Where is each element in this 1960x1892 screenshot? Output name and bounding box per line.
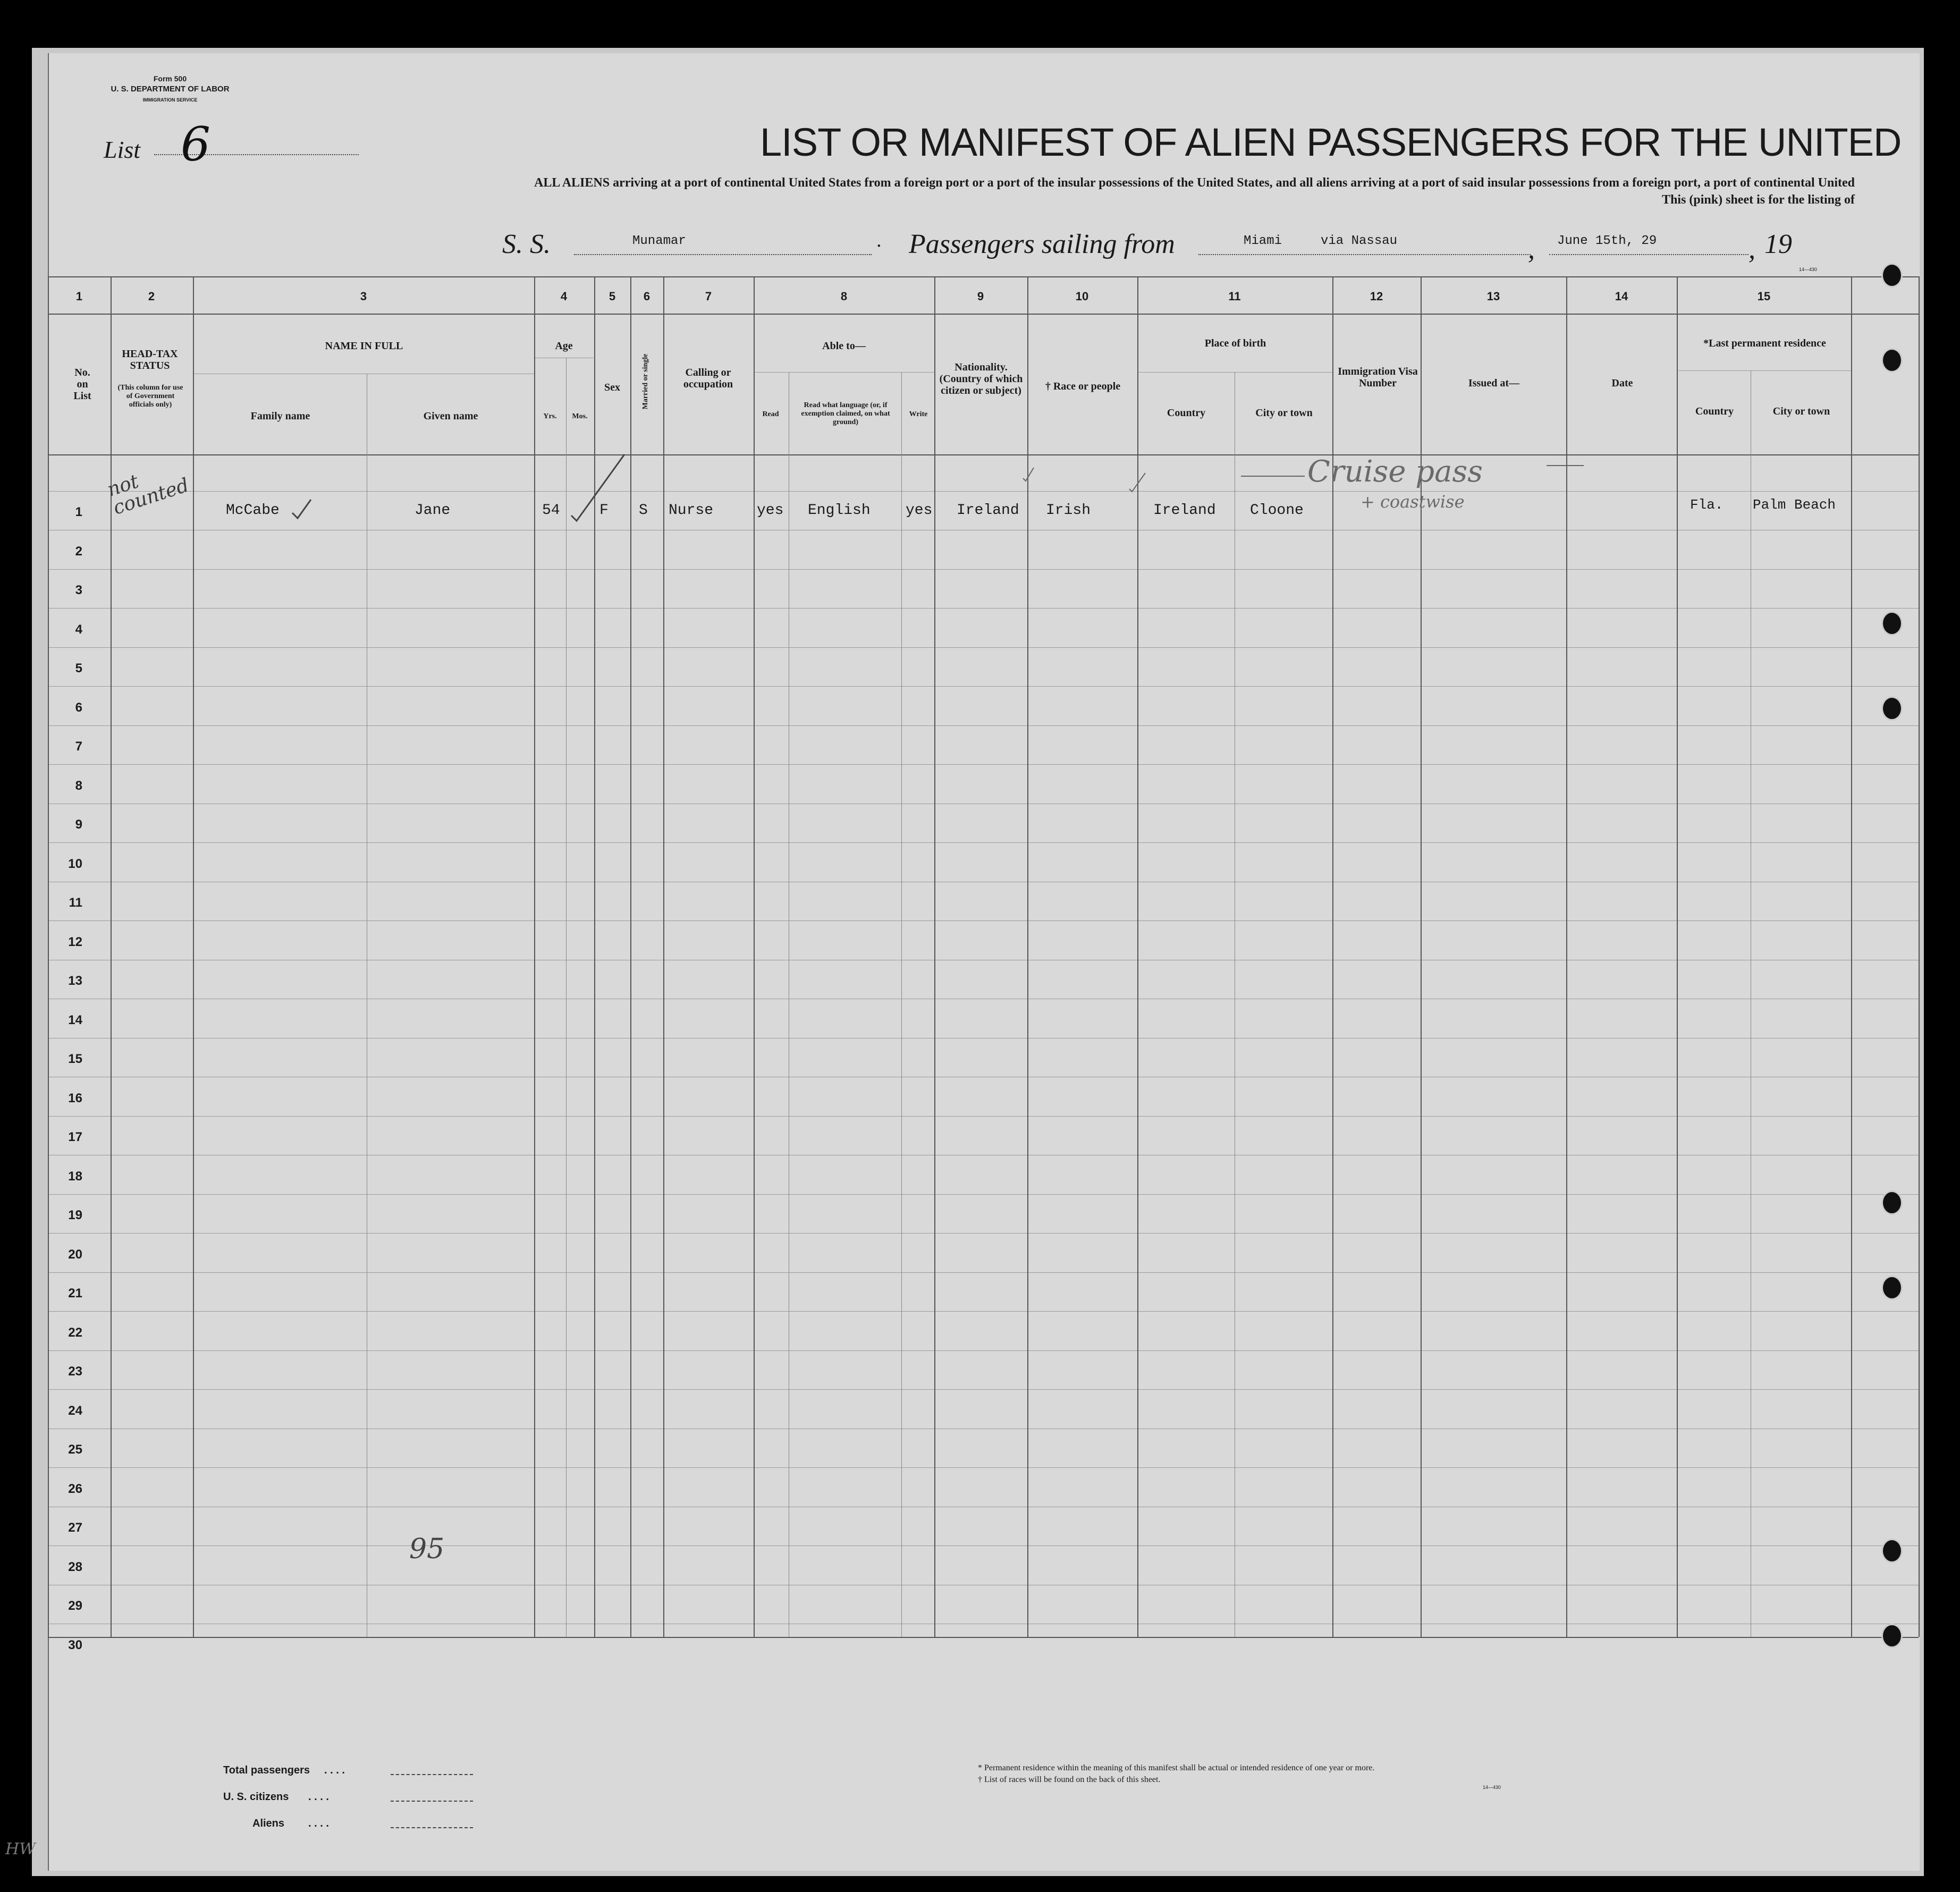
column-number: 14: [1615, 290, 1628, 303]
row-number: 1: [75, 505, 82, 519]
department-name: U. S. DEPARTMENT OF LABOR: [111, 85, 230, 94]
footer-line-3: [391, 1827, 473, 1828]
row1-write: yes: [906, 502, 933, 519]
row1-sex: F: [599, 502, 609, 519]
column-number: 15: [1757, 290, 1771, 303]
head-tax-handwritten: not counted: [104, 470, 192, 519]
row-number: 30: [68, 1637, 82, 1652]
row1-res-city: Palm Beach: [1753, 497, 1836, 513]
header-calling: Calling or occupation: [683, 367, 733, 390]
row-number: 26: [68, 1481, 82, 1496]
row-number: 6: [75, 700, 82, 715]
row-number: 29: [68, 1599, 82, 1613]
row-number: 13: [68, 974, 82, 988]
voyage-date: June 15th, 29: [1557, 234, 1657, 248]
column-number: 7: [705, 290, 712, 303]
row-number: 4: [75, 622, 82, 637]
stray-mark: 95: [409, 1533, 445, 1565]
column-number: 5: [609, 290, 616, 303]
row-number: 20: [68, 1247, 82, 1262]
row-number: 9: [75, 817, 82, 832]
row-number: 10: [68, 856, 82, 871]
header-age: Age: [555, 340, 573, 352]
column-number: 8: [840, 290, 848, 303]
row1-read: yes: [757, 502, 784, 519]
row1-marital: S: [639, 502, 648, 519]
check-mark-family-icon: [292, 500, 311, 518]
check-mark-age-icon: [571, 454, 624, 521]
header-nationality: Nationality. (Country of which citizen or subject): [939, 361, 1023, 396]
year-label: 19: [1764, 229, 1792, 259]
row-number: 17: [68, 1130, 82, 1144]
column-number: 1: [75, 290, 83, 303]
row-number: 28: [68, 1559, 82, 1574]
row1-given-name: Jane: [415, 502, 451, 519]
row-number: 12: [68, 934, 82, 949]
binder-hole-icon: [1881, 1624, 1903, 1648]
corner-mark: HW: [5, 1840, 36, 1859]
row-number: 14: [68, 1012, 82, 1027]
column-number: 12: [1370, 290, 1383, 303]
binder-hole-icon: [1881, 348, 1903, 373]
header-head-tax-note: (This column for use of Government officials only): [117, 384, 183, 409]
via-port: via Nassau: [1321, 234, 1398, 248]
row1-nationality: Ireland: [957, 502, 1019, 519]
check-mark-nationality-icon: [1023, 468, 1034, 481]
row-number: 11: [69, 896, 82, 910]
header-issued-at: Issued at—: [1468, 377, 1520, 389]
subtitle-line2: This (pink) sheet is for the listing of: [1662, 193, 1855, 207]
header-no-on-list: No. on List: [73, 367, 91, 402]
column-number: 4: [560, 290, 568, 303]
service-name: IMMIGRATION SERVICE: [142, 97, 198, 103]
row-number: 16: [68, 1091, 82, 1105]
header-read: Read: [762, 410, 779, 418]
row1-birth-country: Ireland: [1153, 502, 1216, 519]
header-place-of-birth: Place of birth: [1204, 337, 1266, 349]
row-number: 15: [68, 1052, 82, 1066]
row1-family-name: McCabe: [226, 502, 280, 519]
port-comma: ,: [1528, 234, 1535, 265]
footer-line-1: [391, 1774, 473, 1775]
header-head-tax: HEAD-TAX STATUS: [122, 348, 178, 371]
row-number: 24: [68, 1403, 82, 1418]
header-last-residence: *Last permanent residence: [1703, 337, 1826, 349]
row-number: 7: [75, 739, 82, 754]
column-number: 9: [977, 290, 984, 303]
port-name: Miami: [1244, 234, 1282, 248]
header-res-city: City or town: [1772, 406, 1830, 417]
corner-code: 14—430: [1799, 267, 1818, 272]
subtitle-line1: ALL ALIENS arriving at a port of continental United States from a foreign port or a port of the insular possessions of the United States, and all aliens arriving at a port of said insular possessions from a foreign port, a port of continental United: [534, 176, 1855, 190]
form-number: Form 500: [153, 74, 187, 83]
binder-hole-icon: [1881, 1539, 1903, 1563]
header-age-yrs: Yrs.: [543, 412, 557, 420]
header-family-name: Family name: [250, 410, 310, 422]
footer-total-passengers: Total passengers: [223, 1764, 310, 1776]
header-given-name: Given name: [423, 410, 478, 422]
row1-birth-city: Cloone: [1250, 502, 1304, 519]
row-number: 18: [68, 1169, 82, 1184]
footnote-races: † List of races will be found on the back of this sheet.: [978, 1775, 1161, 1784]
header-race: † Race or people: [1045, 381, 1121, 392]
footer-dots-1: . . . .: [324, 1764, 345, 1776]
list-label: List: [104, 136, 141, 163]
header-date: Date: [1611, 377, 1633, 389]
footer-code: 14—430: [1483, 1785, 1501, 1790]
row-number: 27: [68, 1521, 82, 1535]
row-number: 5: [75, 661, 82, 675]
row1-age: 54: [542, 502, 560, 519]
ship-dot: .: [877, 229, 882, 251]
header-res-country: Country: [1695, 406, 1734, 417]
footer-dots-3: . . . .: [308, 1818, 329, 1829]
header-name-in-full: NAME IN FULL: [325, 340, 403, 352]
row-number: 25: [68, 1442, 82, 1457]
header-age-mos: Mos.: [572, 412, 588, 420]
column-number: 10: [1075, 290, 1089, 303]
binder-hole-icon: [1881, 611, 1903, 636]
row-number: 21: [68, 1286, 82, 1300]
column-number: 13: [1486, 290, 1500, 303]
header-able-to: Able to—: [822, 340, 866, 352]
header-birth-city: City or town: [1255, 407, 1313, 419]
sailing-label: Passengers sailing from: [909, 229, 1175, 259]
row-number: 23: [68, 1364, 82, 1379]
list-number: 6: [181, 117, 210, 172]
header-visa-number: Immigration Visa Number: [1338, 366, 1418, 389]
column-number: 2: [148, 290, 155, 303]
header-birth-country: Country: [1167, 407, 1206, 419]
ship-name: Munamar: [632, 234, 686, 248]
row1-visa-note: Cruise pass: [1307, 454, 1483, 489]
row1-visa-note2: + coastwise: [1361, 492, 1465, 512]
page-title: LIST OR MANIFEST OF ALIEN PASSENGERS FOR THE UNITED: [760, 120, 1902, 164]
row-number: 2: [75, 544, 82, 559]
header-read-language: Read what language (or, if exemption claimed, on what ground): [801, 401, 890, 426]
column-number: 11: [1228, 290, 1241, 303]
column-number: 3: [360, 290, 367, 303]
row-number: 22: [68, 1325, 82, 1340]
binder-hole-icon: [1881, 1190, 1903, 1215]
row1-race: Irish: [1046, 502, 1091, 519]
header-sex: Sex: [604, 382, 620, 393]
header-married-single: Married or single: [641, 353, 649, 410]
header-write: Write: [909, 410, 928, 418]
row1-occupation: Nurse: [669, 502, 714, 519]
binder-hole-icon: [1881, 263, 1903, 288]
row-number: 8: [75, 778, 82, 793]
column-number: 6: [643, 290, 650, 303]
binder-hole-icon: [1881, 696, 1903, 721]
row-number: 3: [75, 583, 82, 597]
footer-us-citizens: U. S. citizens: [223, 1791, 289, 1803]
check-mark-race-icon: [1129, 473, 1145, 492]
binder-hole-icon: [1881, 1276, 1903, 1300]
footer-aliens: Aliens: [252, 1818, 285, 1829]
row1-language: English: [808, 502, 871, 519]
ss-label: S. S.: [502, 229, 551, 259]
footnote-residence: * Permanent residence within the meaning of this manifest shall be actual or intended residence of one year or more.: [978, 1763, 1375, 1772]
row-number: 19: [68, 1208, 82, 1222]
footer-line-2: [391, 1801, 473, 1802]
date-comma: ,: [1748, 234, 1755, 265]
footer-dots-2: . . . .: [308, 1791, 329, 1803]
row1-res-country: Fla.: [1690, 497, 1724, 513]
